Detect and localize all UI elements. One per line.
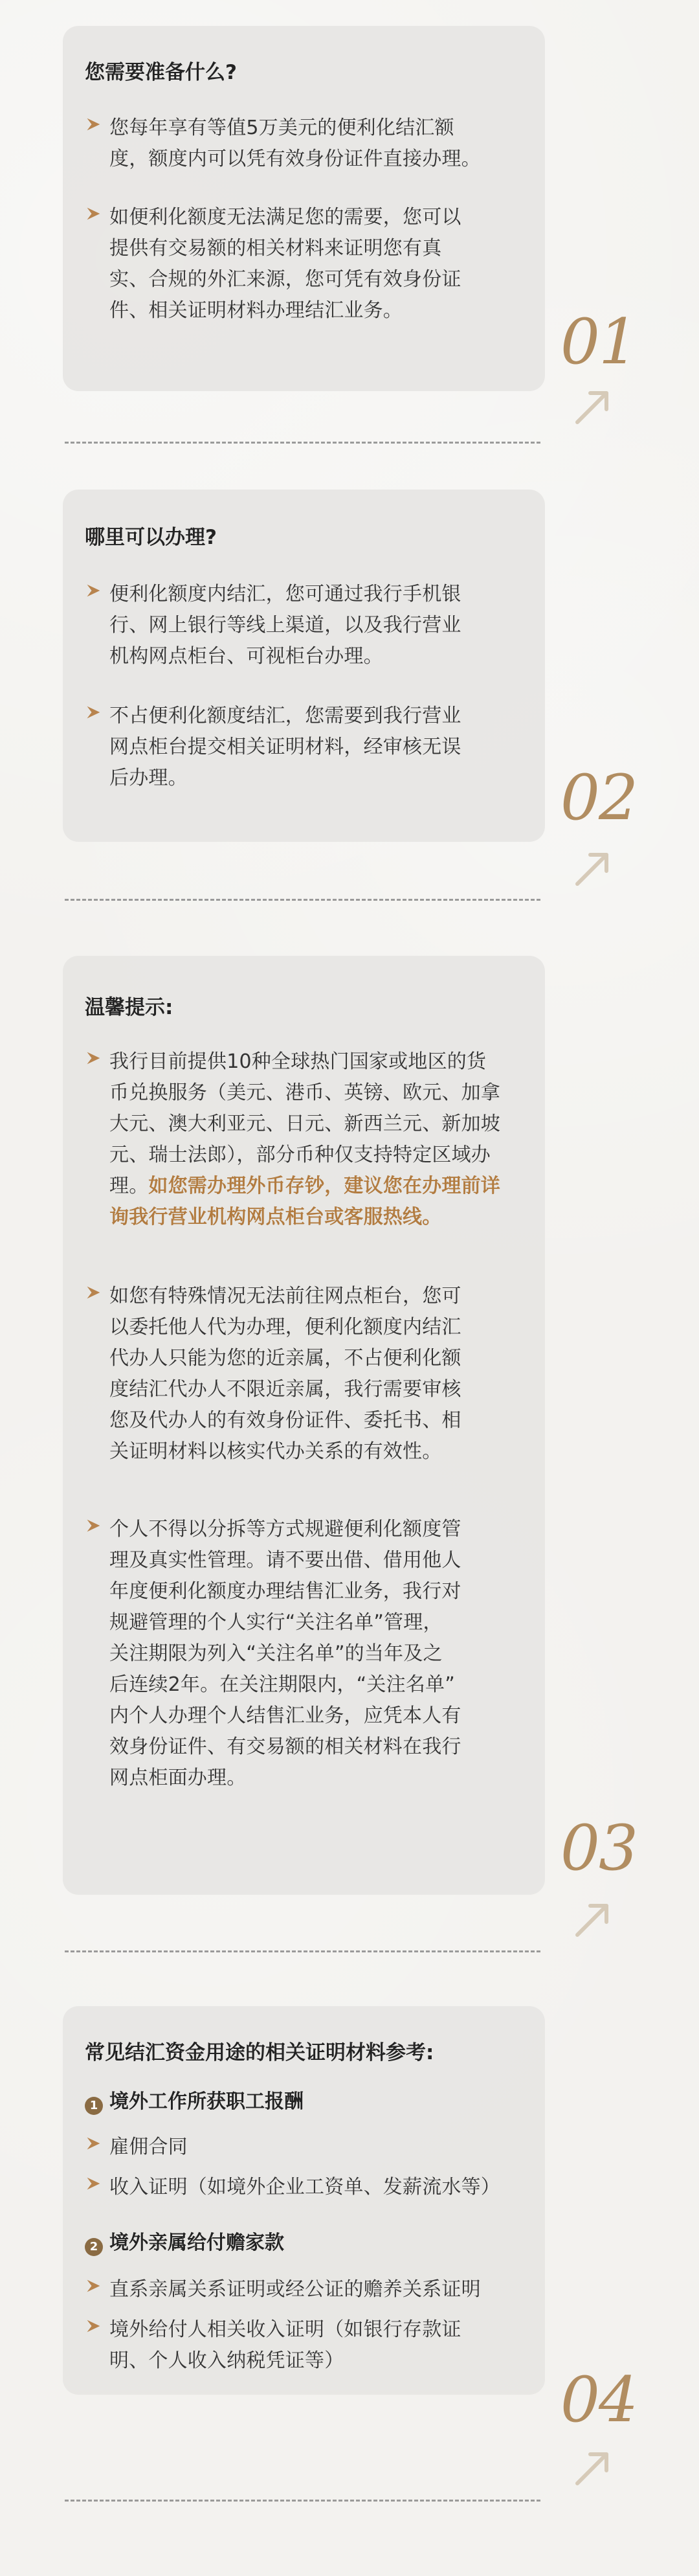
list-item-line: 实、合规的外汇来源，您可凭有效身份证 — [109, 268, 461, 291]
list-item-line: 便利化额度内结汇，您可通过我行手机银 — [109, 583, 461, 605]
list-item-line: 如便利化额度无法满足您的需要，您可以 — [109, 206, 461, 229]
list-item — [85, 2132, 525, 2163]
arrow-up-right-icon — [571, 845, 616, 890]
section-divider-2 — [65, 899, 540, 901]
section-divider-4 — [65, 2500, 540, 2502]
list-item-line: 机构网点柜台、可视柜台办理。 — [109, 645, 383, 668]
arrow-up-right-icon — [571, 383, 616, 429]
list-item-line: 币兑换服务（美元、港币、英镑、欧元、加拿 — [109, 1081, 500, 1104]
list-item-line — [109, 1171, 525, 1202]
list-item-text: 理。 — [109, 1175, 149, 1197]
chevron-right-icon — [85, 2277, 103, 2295]
chevron-right-icon — [85, 2175, 103, 2193]
list-item-line: 收入证明（如境外企业工资单、发薪流水等） — [109, 2176, 500, 2198]
list-item-line: 度结汇代办人不限近亲属，我行需要审核 — [109, 1378, 461, 1401]
group-heading-text: 境外亲属给付赡家款 — [109, 2231, 284, 2254]
chevron-right-icon — [85, 703, 103, 721]
list-item-line: 您每年享有等值5万美元的便利化结汇额 — [109, 117, 454, 139]
section-number-4: 04 — [560, 2364, 638, 2436]
list-item-line: 规避管理的个人实行“关注名单”管理， — [109, 1611, 443, 1634]
number-badge: 2 — [85, 2238, 103, 2256]
list-item-line: 提供有交易额的相关材料来证明您有真 — [109, 237, 442, 260]
list-item-line: 网点柜台提交相关证明材料，经审核无误 — [109, 736, 461, 758]
list-item — [85, 701, 525, 794]
section-card-2 — [63, 490, 545, 842]
chevron-right-icon — [85, 2134, 103, 2152]
section-title-2: 哪里可以办理? — [85, 526, 217, 549]
list-item — [85, 113, 525, 175]
chevron-right-icon — [85, 1517, 103, 1535]
list-item — [85, 2314, 525, 2377]
list-item — [85, 202, 525, 326]
section-card-4 — [63, 2006, 545, 2395]
list-item-line: 理及真实性管理。请不要出借、借用他人 — [109, 1549, 461, 1572]
list-item — [85, 1514, 525, 1794]
list-item-line: 后办理。 — [109, 767, 188, 789]
section-number-1: 01 — [560, 306, 638, 378]
section-title-1: 您需要准备什么? — [85, 61, 237, 84]
group-heading-text: 境外工作所获职工报酬 — [109, 2090, 304, 2113]
chevron-right-icon — [85, 115, 103, 133]
section-divider-1 — [65, 442, 540, 444]
list-item-line: 直系亲属关系证明或经公证的赡养关系证明 — [109, 2278, 481, 2301]
list-item — [85, 1281, 525, 1467]
list-item-line: 我行目前提供10种全球热门国家或地区的货 — [109, 1050, 487, 1073]
chevron-right-icon — [85, 2317, 103, 2335]
arrow-up-right-icon — [571, 1896, 616, 1941]
group-heading-1 — [85, 2089, 304, 2115]
list-item-line: 个人不得以分拆等方式规避便利化额度管 — [109, 1518, 461, 1541]
list-item-line: 网点柜面办理。 — [109, 1767, 247, 1789]
section-title-4: 常见结汇资金用途的相关证明材料参考: — [85, 2041, 434, 2064]
chevron-right-icon — [85, 1049, 103, 1067]
list-item — [85, 2274, 525, 2305]
arrow-up-right-icon — [571, 2445, 616, 2490]
list-item-line: 如您有特殊情况无法前往网点柜台，您可 — [109, 1285, 461, 1307]
section-title-3: 温馨提示: — [85, 996, 173, 1019]
section-number-3: 03 — [560, 1812, 638, 1884]
list-item-line: 不占便利化额度结汇，您需要到我行营业 — [109, 705, 461, 727]
chevron-right-icon — [85, 1283, 103, 1302]
list-item-line: 关证明材料以核实代办关系的有效性。 — [109, 1440, 442, 1463]
list-item-line: 件、相关证明材料办理结汇业务。 — [109, 299, 403, 322]
list-item-line: 后连续2年。在关注期限内，“关注名单” — [109, 1673, 455, 1696]
list-item-line: 雇佣合同 — [109, 2136, 188, 2158]
list-item-line: 代办人只能为您的近亲属，不占便利化额 — [109, 1347, 461, 1370]
list-item-line: 关注期限为列入“关注名单”的当年及之 — [109, 1642, 443, 1665]
list-item-line: 行、网上银行等线上渠道，以及我行营业 — [109, 614, 461, 637]
section-number-2: 02 — [560, 762, 638, 834]
list-item-line: 境外给付人相关收入证明（如银行存款证 — [109, 2318, 461, 2341]
highlight-text: 如您需办理外币存钞，建议您在办理前详 — [148, 1175, 501, 1197]
list-item — [85, 2172, 525, 2203]
list-item-line: 明、个人收入纳税凭证等） — [109, 2349, 344, 2372]
list-item — [85, 579, 525, 672]
chevron-right-icon — [85, 582, 103, 600]
list-item-line: 年度便利化额度办理结售汇业务，我行对 — [109, 1580, 461, 1603]
list-item — [85, 1046, 525, 1233]
section-card-1 — [63, 26, 545, 391]
section-card-3 — [63, 956, 545, 1895]
list-item-line: 元、瑞士法郎），部分币种仅支持特定区域办 — [109, 1144, 491, 1166]
list-item-line: 内个人办理个人结售汇业务，应凭本人有 — [109, 1704, 461, 1727]
highlight-text: 询我行营业机构网点柜台或客服热线。 — [109, 1206, 442, 1228]
list-item-line: 以委托他人代为办理，便利化额度内结汇 — [109, 1316, 461, 1339]
number-badge: 1 — [85, 2097, 103, 2115]
list-item-line: 度，额度内可以凭有效身份证件直接办理。 — [109, 148, 481, 170]
chevron-right-icon — [85, 205, 103, 223]
group-heading-2 — [85, 2230, 284, 2256]
section-divider-3 — [65, 1950, 540, 1952]
list-item-line: 大元、澳大利亚元、日元、新西兰元、新加坡 — [109, 1113, 500, 1135]
list-item-line: 效身份证件、有交易额的相关材料在我行 — [109, 1735, 461, 1758]
list-item-line: 您及代办人的有效身份证件、委托书、相 — [109, 1409, 461, 1432]
